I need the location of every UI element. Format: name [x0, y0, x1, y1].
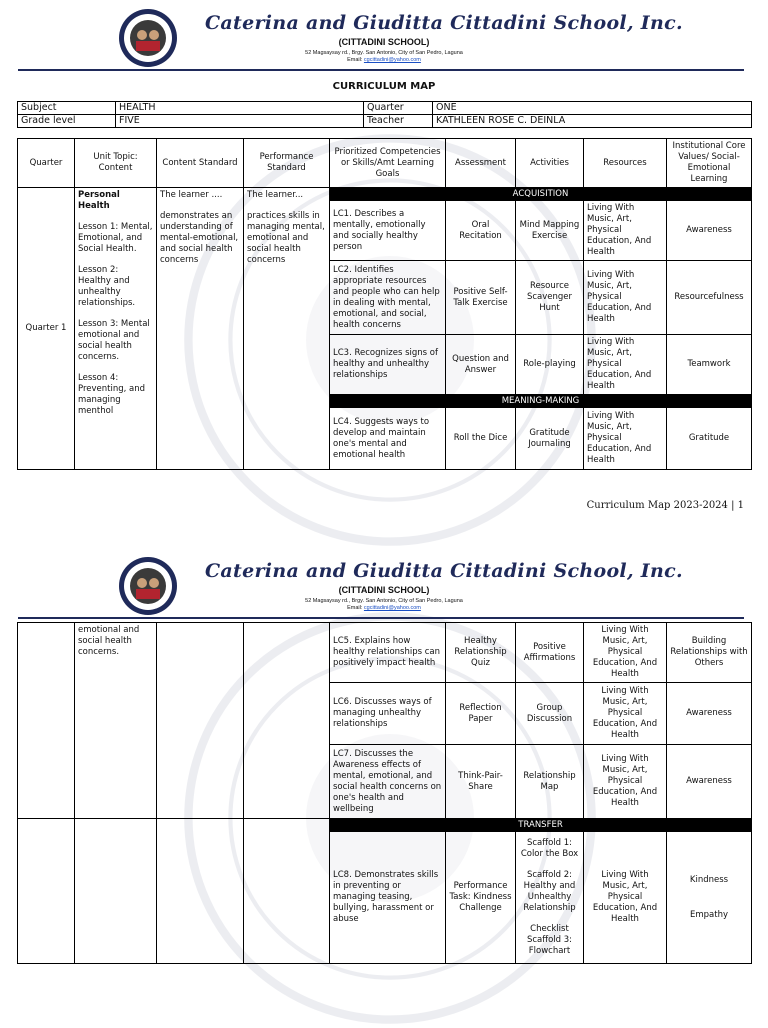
- school-name-2: Caterina and Giuditta Cittadini School, Inc.: [205, 560, 683, 582]
- performance-standard-intro: The learner...: [247, 190, 304, 200]
- band-acquisition: ACQUISITION: [330, 188, 752, 201]
- quarter-label: Quarter: [364, 102, 433, 115]
- lesson-3: Lesson 3: Mental emotional and social health concerns.: [78, 319, 150, 362]
- band-transfer: TRANSFER: [330, 819, 752, 832]
- col-assessment: Assessment: [446, 139, 516, 188]
- document-title: CURRICULUM MAP: [332, 81, 436, 92]
- lc8-assessment: Performance Task: Kindness Challenge: [446, 832, 516, 964]
- lc1-value: Awareness: [667, 201, 752, 261]
- performance-standard-text: practices skills in managing mental, emotional and social health concerns: [247, 211, 325, 265]
- lc7-text: LC7. Discusses the Awareness effects of mental, emotional, and social health concerns on one's health and wellbeing: [330, 745, 446, 819]
- grade-value: FIVE: [116, 115, 364, 128]
- school-short-name: (CITTADINI SCHOOL): [338, 37, 430, 47]
- lesson-1: Lesson 1: Mental, Emotional, and Social Health.: [78, 222, 153, 254]
- lc2-activity: Resource Scavenger Hunt: [516, 261, 584, 335]
- teacher-label: Teacher: [364, 115, 433, 128]
- school-address: 52 Magsaysay rd., Brgy. San Antonio, City of San Pedro, Laguna: [305, 50, 463, 56]
- lc8-scaffold-1: Scaffold 1: Color the Box: [520, 838, 579, 859]
- col-performance-standard: Performance Standard: [244, 139, 330, 188]
- email-link-2[interactable]: cgcittadini@yahoo.com: [363, 605, 421, 611]
- page-footer: Curriculum Map 2023-2024 | 1: [586, 500, 744, 511]
- col-resources: Resources: [584, 139, 667, 188]
- page-header: [0, 0, 768, 70]
- lc1-activity: Mind Mapping Exercise: [516, 201, 584, 261]
- lc8-activity: [516, 832, 584, 964]
- content-standard-text: demonstrates an understanding of mental-emotional, and social health concerns: [160, 211, 239, 265]
- quarter-value: ONE: [433, 102, 752, 115]
- lc5-activity: Positive Affirmations: [516, 623, 584, 683]
- lc5-text: LC5. Explains how healthy relationships can positively impact health: [330, 623, 446, 683]
- email-label: Email:: [347, 57, 363, 63]
- lc2-text: LC2. Identifies appropriate resources and people who can help in dealing with mental, emotional, and social, health concerns: [330, 261, 446, 335]
- lc8-value: [667, 832, 752, 964]
- lc3-resources: Living With Music, Art, Physical Education, And Health: [584, 335, 667, 395]
- lc3-assessment: Question and Answer: [446, 335, 516, 395]
- col-competencies: Prioritized Competencies or Skills/Amt Learning Goals: [330, 139, 446, 188]
- content-standard-cont: [157, 623, 244, 819]
- school-name: Caterina and Giuditta Cittadini School, Inc.: [205, 12, 683, 34]
- lc8-text: LC8. Demonstrates skills in preventing or managing teasing, bullying, harassment or abuse: [330, 832, 446, 964]
- lc4-activity: Gratitude Journaling: [516, 408, 584, 470]
- band-meaning-making: MEANING-MAKING: [330, 395, 752, 408]
- lc3-activity: Role-playing: [516, 335, 584, 395]
- lc5-value: Building Relationships with Others: [667, 623, 752, 683]
- lc1-text: LC1. Describes a mentally, emotionally and socially healthy person: [330, 201, 446, 261]
- col-unit-topic: Unit Topic: Content: [75, 139, 157, 188]
- lc7-resources: Living With Music, Art, Physical Education, And Health: [584, 745, 667, 819]
- school-email-line: [0, 57, 768, 63]
- lc2-assessment: Positive Self-Talk Exercise: [446, 261, 516, 335]
- performance-standard-transfer: [244, 819, 330, 964]
- lc3-text: LC3. Recognizes signs of healthy and unhealthy relationships: [330, 335, 446, 395]
- lc6-activity: Group Discussion: [516, 683, 584, 745]
- content-standard-intro: The learner ....: [160, 190, 223, 200]
- info-table: [17, 101, 752, 128]
- lc6-value: Awareness: [667, 683, 752, 745]
- col-activities: Activities: [516, 139, 584, 188]
- lc7-value: Awareness: [667, 745, 752, 819]
- lc4-text: LC4. Suggests ways to develop and maintain one's mental and emotional health: [330, 408, 446, 470]
- unit-topic-transfer: [75, 819, 157, 964]
- lc7-assessment: Think-Pair-Share: [446, 745, 516, 819]
- lc5-assessment: Healthy Relationship Quiz: [446, 623, 516, 683]
- header-rule: [18, 69, 744, 71]
- lc2-resources: Living With Music, Art, Physical Education, And Health: [584, 261, 667, 335]
- lc8-scaffold-3: Checklist Scaffold 3: Flowchart: [526, 924, 573, 956]
- lc3-value: Teamwork: [667, 335, 752, 395]
- lc8-value-kindness: Kindness: [689, 874, 729, 885]
- col-content-standard: Content Standard: [157, 139, 244, 188]
- lc4-resources: Living With Music, Art, Physical Education, And Health: [584, 408, 667, 470]
- lc8-resources: Living With Music, Art, Physical Education, And Health: [584, 832, 667, 964]
- content-standard-cell: [157, 188, 244, 470]
- quarter-cell-transfer: [18, 819, 75, 964]
- col-core-values: Institutional Core Values/ Social-Emotional Learning: [667, 139, 752, 188]
- grade-label: Grade level: [18, 115, 116, 128]
- unit-title: Personal Health: [78, 190, 120, 211]
- curriculum-table-continued: [17, 622, 752, 964]
- curriculum-table: [17, 138, 752, 470]
- page-2: [0, 548, 768, 1024]
- lc6-resources: Living With Music, Art, Physical Education, And Health: [584, 683, 667, 745]
- subject-label: Subject: [18, 102, 116, 115]
- lc4-value: Gratitude: [667, 408, 752, 470]
- header-rule-2: [18, 617, 744, 619]
- lesson-4: Lesson 4: Preventing, and managing menthol: [78, 373, 146, 416]
- lc1-resources: Living With Music, Art, Physical Education, And Health: [584, 201, 667, 261]
- lc6-text: LC6. Discusses ways of managing unhealthy relationships: [330, 683, 446, 745]
- lc8-value-empathy: Empathy: [689, 909, 728, 920]
- lc6-assessment: Reflection Paper: [446, 683, 516, 745]
- unit-topic-cell: [75, 188, 157, 470]
- quarter-cell-cont: [18, 623, 75, 819]
- lc1-assessment: Oral Recitation: [446, 201, 516, 261]
- lc4-assessment: Roll the Dice: [446, 408, 516, 470]
- lc7-activity: Relationship Map: [516, 745, 584, 819]
- subject-value: HEALTH: [116, 102, 364, 115]
- school-short-name-2: (CITTADINI SCHOOL): [338, 585, 430, 595]
- lesson-2: Lesson 2: Healthy and unhealthy relationships.: [78, 265, 136, 308]
- lc2-value: Resourcefulness: [667, 261, 752, 335]
- teacher-value: KATHLEEN ROSE C. DEINLA: [433, 115, 752, 128]
- email-label-2: Email:: [347, 605, 363, 611]
- quarter-cell: Quarter 1: [18, 188, 75, 470]
- email-link[interactable]: cgcittadini@yahoo.com: [363, 57, 421, 63]
- lc5-resources: Living With Music, Art, Physical Education, And Health: [584, 623, 667, 683]
- school-email-line-2: [0, 605, 768, 611]
- performance-standard-cell: [244, 188, 330, 470]
- school-address-2: 52 Magsaysay rd., Brgy. San Antonio, City of San Pedro, Laguna: [305, 598, 463, 604]
- unit-topic-cont: emotional and social health concerns.: [75, 623, 157, 819]
- lc8-scaffold-2: Scaffold 2: Healthy and Unhealthy Relationship: [523, 870, 576, 913]
- performance-standard-cont: [244, 623, 330, 819]
- content-standard-transfer: [157, 819, 244, 964]
- page-header-2: [0, 548, 768, 618]
- col-quarter: Quarter: [18, 139, 75, 188]
